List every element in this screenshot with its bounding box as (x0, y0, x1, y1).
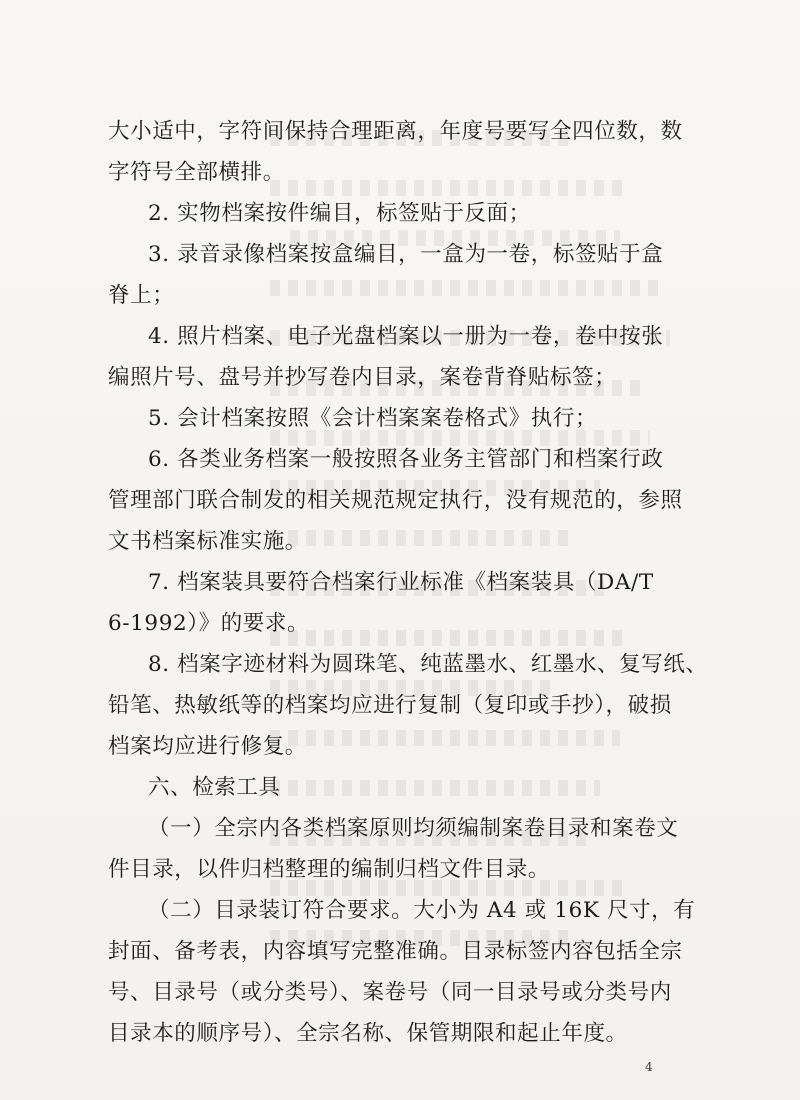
text-line: （一）全宗内各类档案原则均须编制案卷目录和案卷文 (148, 816, 679, 841)
text-line: 6-1992）》的要求。 (108, 611, 310, 636)
text-line: 5. 会计档案按照《会计档案案卷格式》执行； (148, 406, 598, 431)
text-line: 目录本的顺序号）、全宗名称、保管期限和起止年度。 (108, 1021, 628, 1046)
text-line: 铅笔、热敏纸等的档案均应进行复制（复印或手抄），破损 (108, 693, 672, 718)
text-line: （二）目录装订符合要求。大小为 A4 或 16K 尺寸，有 (148, 898, 696, 923)
text-line: 文书档案标准实施。 (108, 529, 307, 554)
text-line: 3. 录音录像档案按盒编目，一盒为一卷，标签贴于盒 (148, 242, 664, 267)
text-line: 6. 各类业务档案一般按照各业务主管部门和档案行政 (148, 447, 664, 472)
text-line: 8. 档案字迹材料为圆珠笔、纯蓝墨水、红墨水、复写纸、 (148, 652, 708, 677)
text-line: 大小适中，字符间保持合理距离，年度号要写全四位数，数 (108, 119, 683, 144)
section-heading: 六、检索工具 (148, 775, 281, 800)
text-line: 7. 档案装具要符合档案行业标准《档案装具（DA/T (148, 570, 654, 595)
text-line: 号、目录号（或分类号）、案卷号（同一目录号或分类号内 (108, 980, 672, 1005)
text-line: 2. 实物档案按件编目，标签贴于反面； (148, 201, 531, 226)
text-line: 4. 照片档案、电子光盘档案以一册为一卷，卷中按张 (148, 324, 664, 349)
text-line: 编照片号、盘号并抄写卷内目录，案卷背脊贴标签； (108, 365, 617, 390)
text-line: 封面、备考表，内容填写完整准确。目录标签内容包括全宗 (108, 939, 683, 964)
text-line: 字符号全部横排。 (108, 160, 285, 185)
text-line: 管理部门联合制发的相关规范规定执行，没有规范的，参照 (108, 488, 683, 513)
text-line: 脊上； (108, 283, 175, 308)
text-line: 档案均应进行修复。 (108, 734, 307, 759)
page-number: 4 (645, 1060, 653, 1074)
text-line: 件目录，以件归档整理的编制归档文件目录。 (108, 857, 551, 882)
